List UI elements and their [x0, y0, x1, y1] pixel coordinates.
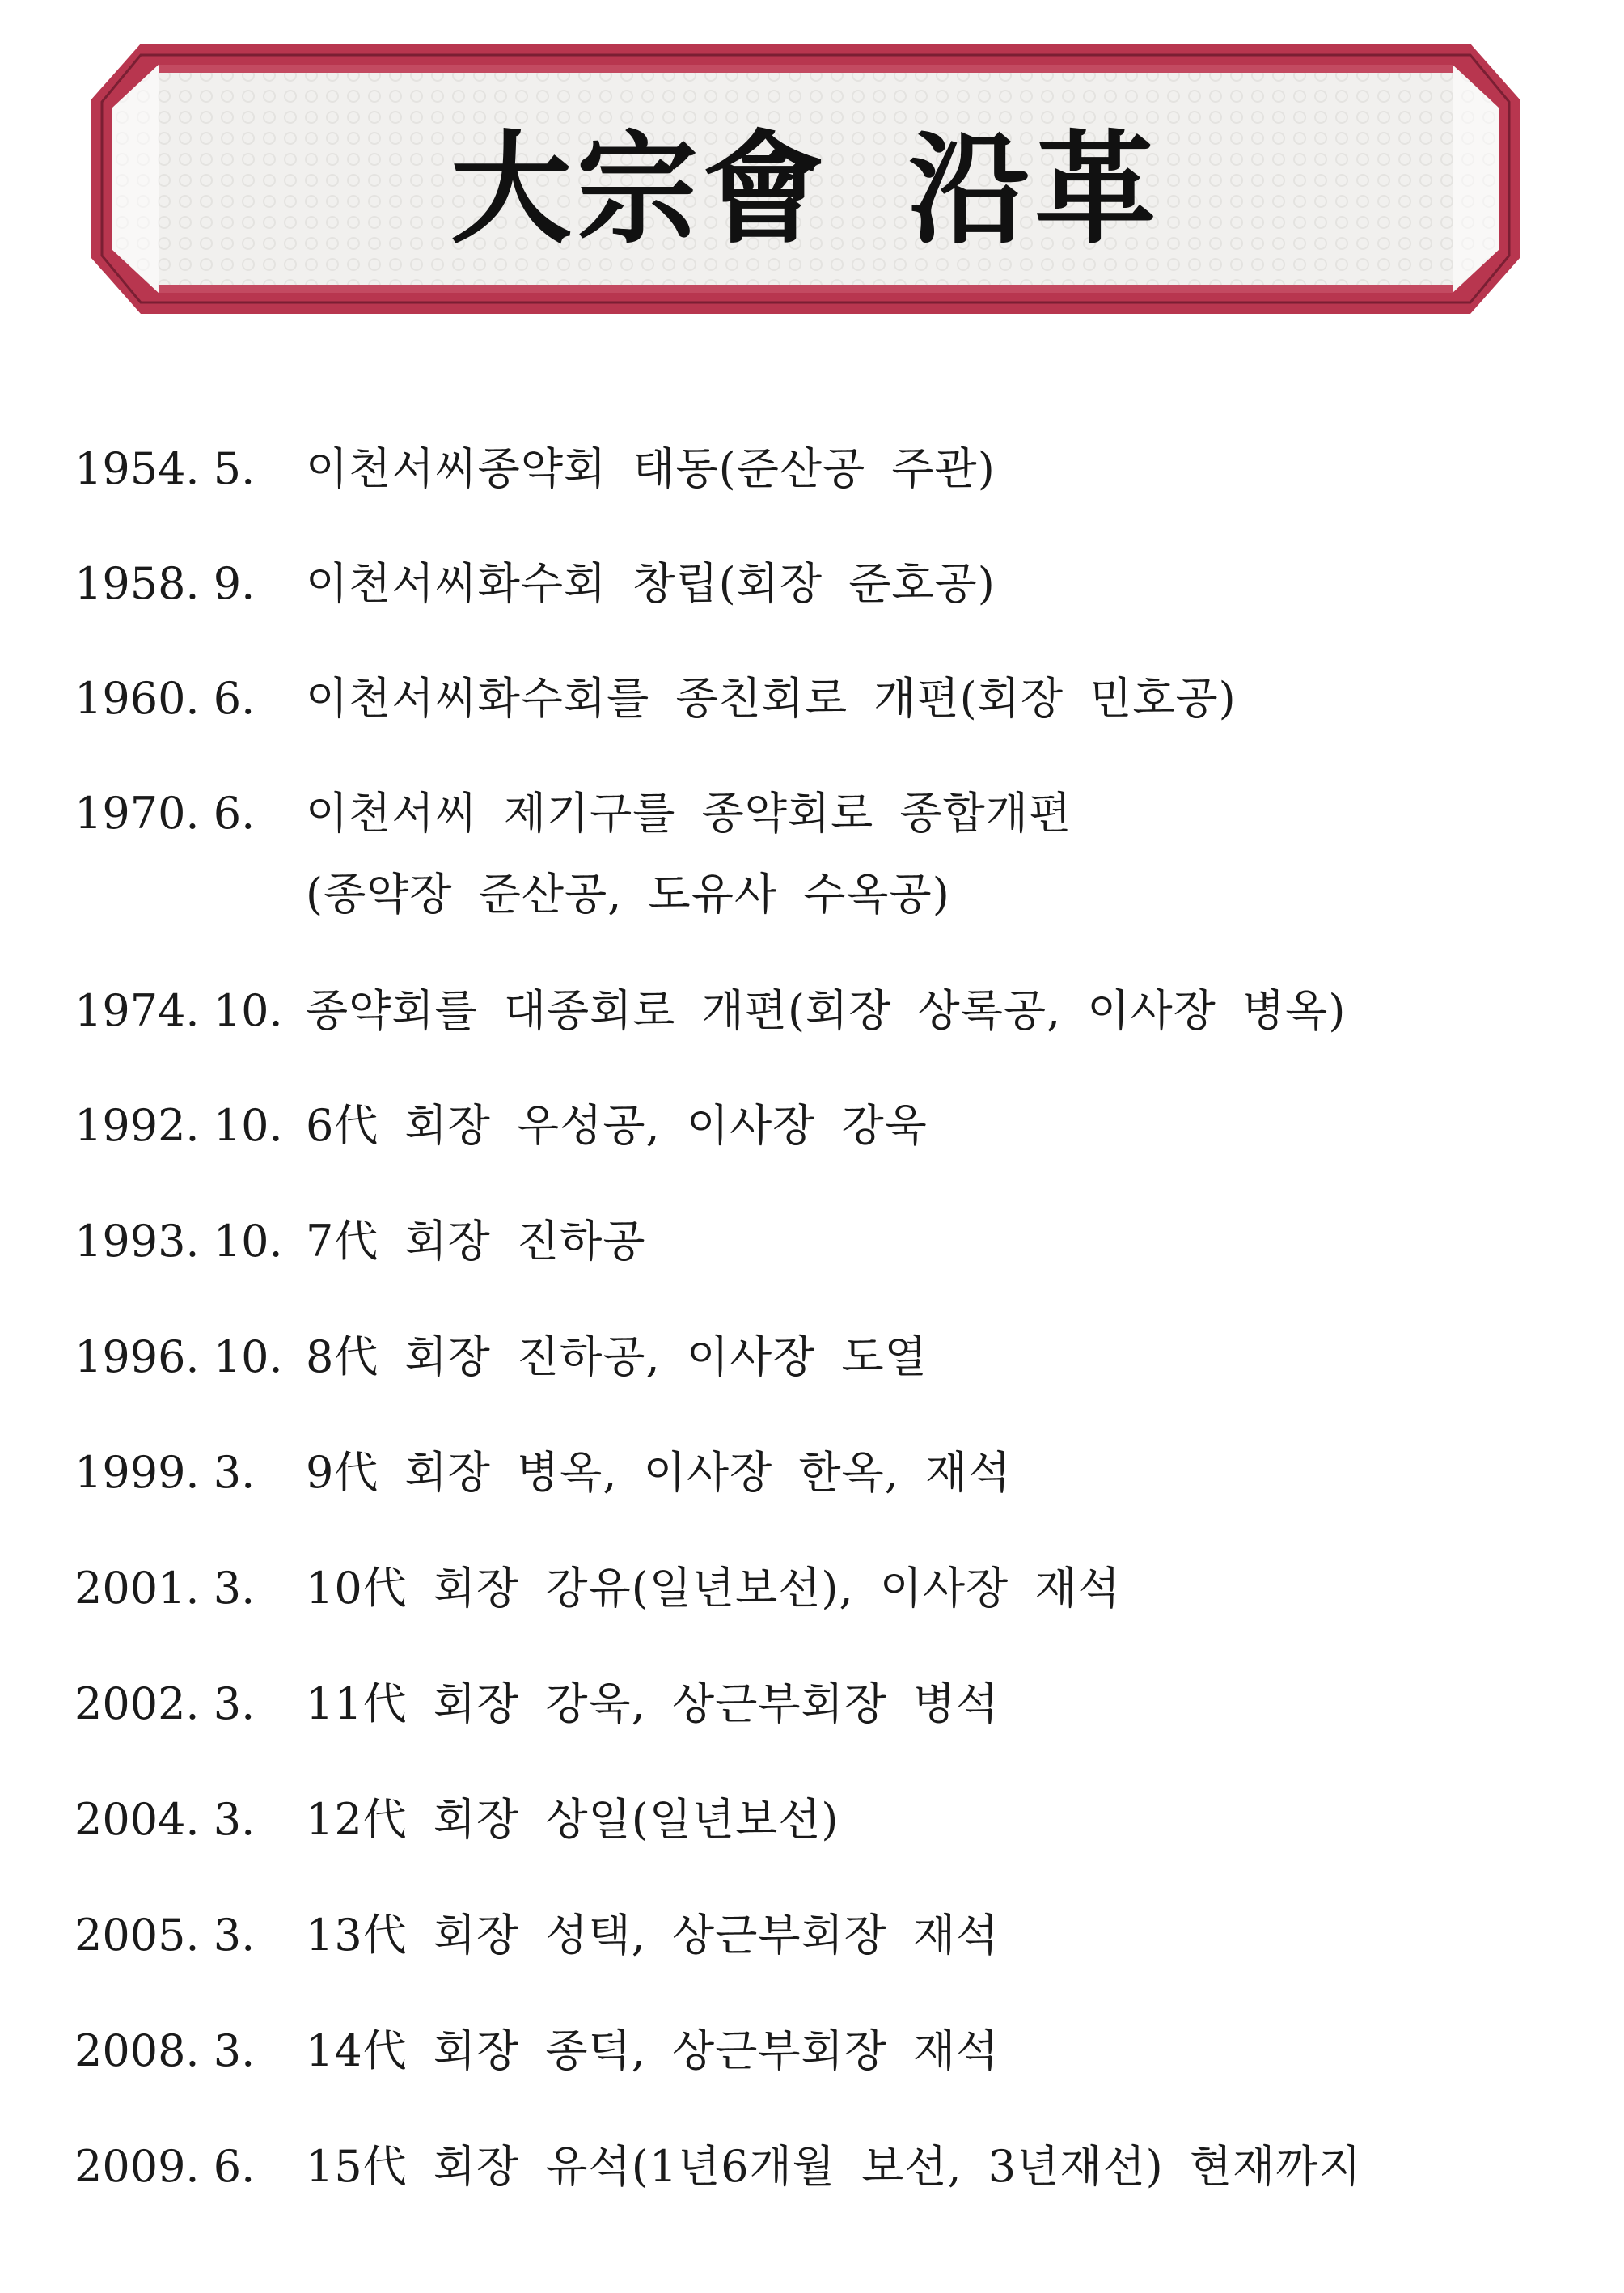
entry-text: 7代 회장 진하공 — [306, 1216, 646, 1267]
entry-date: 2005. 3. — [74, 1910, 256, 1961]
entry-text: 이천서씨종약회 태동(준산공 주관) — [306, 443, 996, 494]
entry-text: 이천서씨 제기구를 종약회로 종합개편 — [306, 788, 1072, 839]
history-entry — [0, 2011, 1624, 2092]
entry-date: 2001. 3. — [74, 1563, 256, 1614]
history-entry — [0, 1664, 1624, 1745]
page-title: 大宗會 沿革 — [450, 120, 1161, 260]
entry-text: 8代 회장 진하공, 이사장 도열 — [306, 1331, 928, 1382]
entry-text: 10代 회장 강유(일년보선), 이사장 재석 — [306, 1563, 1121, 1614]
entry-date: 1970. 6. — [74, 788, 256, 839]
entry-text: 12代 회장 상일(일년보선) — [306, 1794, 839, 1845]
history-entry — [0, 429, 1624, 510]
entry-date: 2002. 3. — [74, 1678, 256, 1729]
history-entry — [0, 1548, 1624, 1629]
entry-date: 1992. 10. — [74, 1100, 283, 1151]
entry-text: 이천서씨화수회를 종친회로 개편(회장 민호공) — [306, 673, 1237, 724]
history-entry — [0, 773, 1624, 920]
history-entry — [0, 2126, 1624, 2207]
entry-date: 1954. 5. — [74, 443, 256, 494]
entry-text: 13代 회장 성택, 상근부회장 재석 — [306, 1910, 1000, 1961]
history-entry — [0, 1201, 1624, 1282]
entry-date: 1999. 3. — [74, 1447, 256, 1498]
entry-date: 1996. 10. — [74, 1331, 283, 1382]
entry-date: 1958. 9. — [74, 558, 256, 609]
entry-date: 2008. 3. — [74, 2025, 256, 2076]
history-entry — [0, 658, 1624, 739]
entry-date: 1993. 10. — [74, 1216, 283, 1267]
entry-text: 14代 회장 종덕, 상근부회장 재석 — [306, 2025, 1000, 2076]
entry-text: 종약회를 대종회로 개편(회장 상록공, 이사장 병옥) — [306, 985, 1347, 1036]
entry-text: 6代 회장 우성공, 이사장 강욱 — [306, 1100, 928, 1151]
entry-date: 2009. 6. — [74, 2141, 256, 2192]
entry-text-continued: (종약장 준산공, 도유사 수옥공) — [306, 869, 950, 920]
history-entry — [0, 971, 1624, 1051]
history-entry — [0, 1779, 1624, 1860]
history-entry — [0, 544, 1624, 624]
history-entry — [0, 1432, 1624, 1513]
history-entry — [0, 1895, 1624, 1976]
entry-text: 11代 회장 강욱, 상근부회장 병석 — [306, 1678, 1000, 1729]
entry-date: 2004. 3. — [74, 1794, 256, 1845]
history-entry — [0, 1085, 1624, 1166]
entry-text: 15代 회장 유석(1년6개월 보선, 3년재선) 현재까지 — [306, 2141, 1362, 2192]
entry-date: 1974. 10. — [74, 985, 283, 1036]
entry-text: 9代 회장 병옥, 이사장 한옥, 재석 — [306, 1447, 1012, 1498]
entry-text: 이천서씨화수회 창립(회장 준호공) — [306, 558, 996, 609]
history-entry — [0, 1317, 1624, 1398]
entry-date: 1960. 6. — [74, 673, 256, 724]
